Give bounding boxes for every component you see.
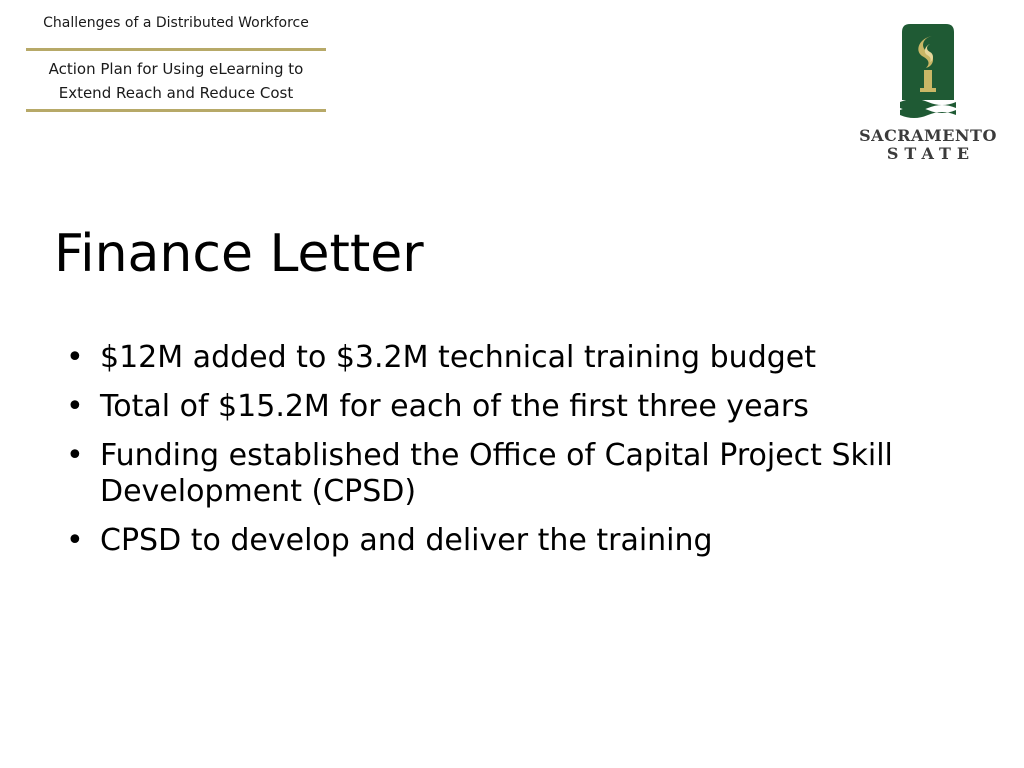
header-subtitle-line2: Extend Reach and Reduce Cost	[58, 84, 294, 102]
torch-shield-icon	[896, 22, 960, 118]
logo-wordmark-line1: SACRAMENTO	[859, 126, 997, 145]
bullet-item	[60, 523, 960, 559]
header-subtitle	[26, 51, 326, 107]
logo-wordmark-line2: STATE	[886, 144, 976, 163]
course-title: Challenges of a Distributed Workforce	[43, 15, 309, 31]
bullet-text: CPSD to develop and deliver the training	[100, 523, 713, 558]
header-subtitle-line1: Action Plan for Using eLearning to	[48, 60, 304, 78]
bullet-dot: •	[66, 389, 84, 424]
bullet-item	[60, 389, 960, 425]
slide-header	[26, 12, 326, 112]
bullet-dot: •	[66, 523, 84, 558]
bullet-text: $12M added to $3.2M technical training budget	[100, 340, 817, 375]
bullet-item	[60, 340, 960, 376]
header-divider-bottom	[26, 109, 326, 112]
bullet-text: Total of $15.2M for each of the first three years	[100, 389, 809, 424]
bullet-dot: •	[66, 438, 84, 473]
bullet-item	[60, 438, 960, 510]
bullet-text: Funding established the Office of Capital Project Skill Development (CPSD)	[100, 438, 893, 509]
sacramento-state-logo	[858, 22, 998, 172]
bullet-dot: •	[66, 340, 84, 375]
bullet-list	[60, 340, 960, 572]
slide-title: Finance Letter	[54, 224, 424, 284]
